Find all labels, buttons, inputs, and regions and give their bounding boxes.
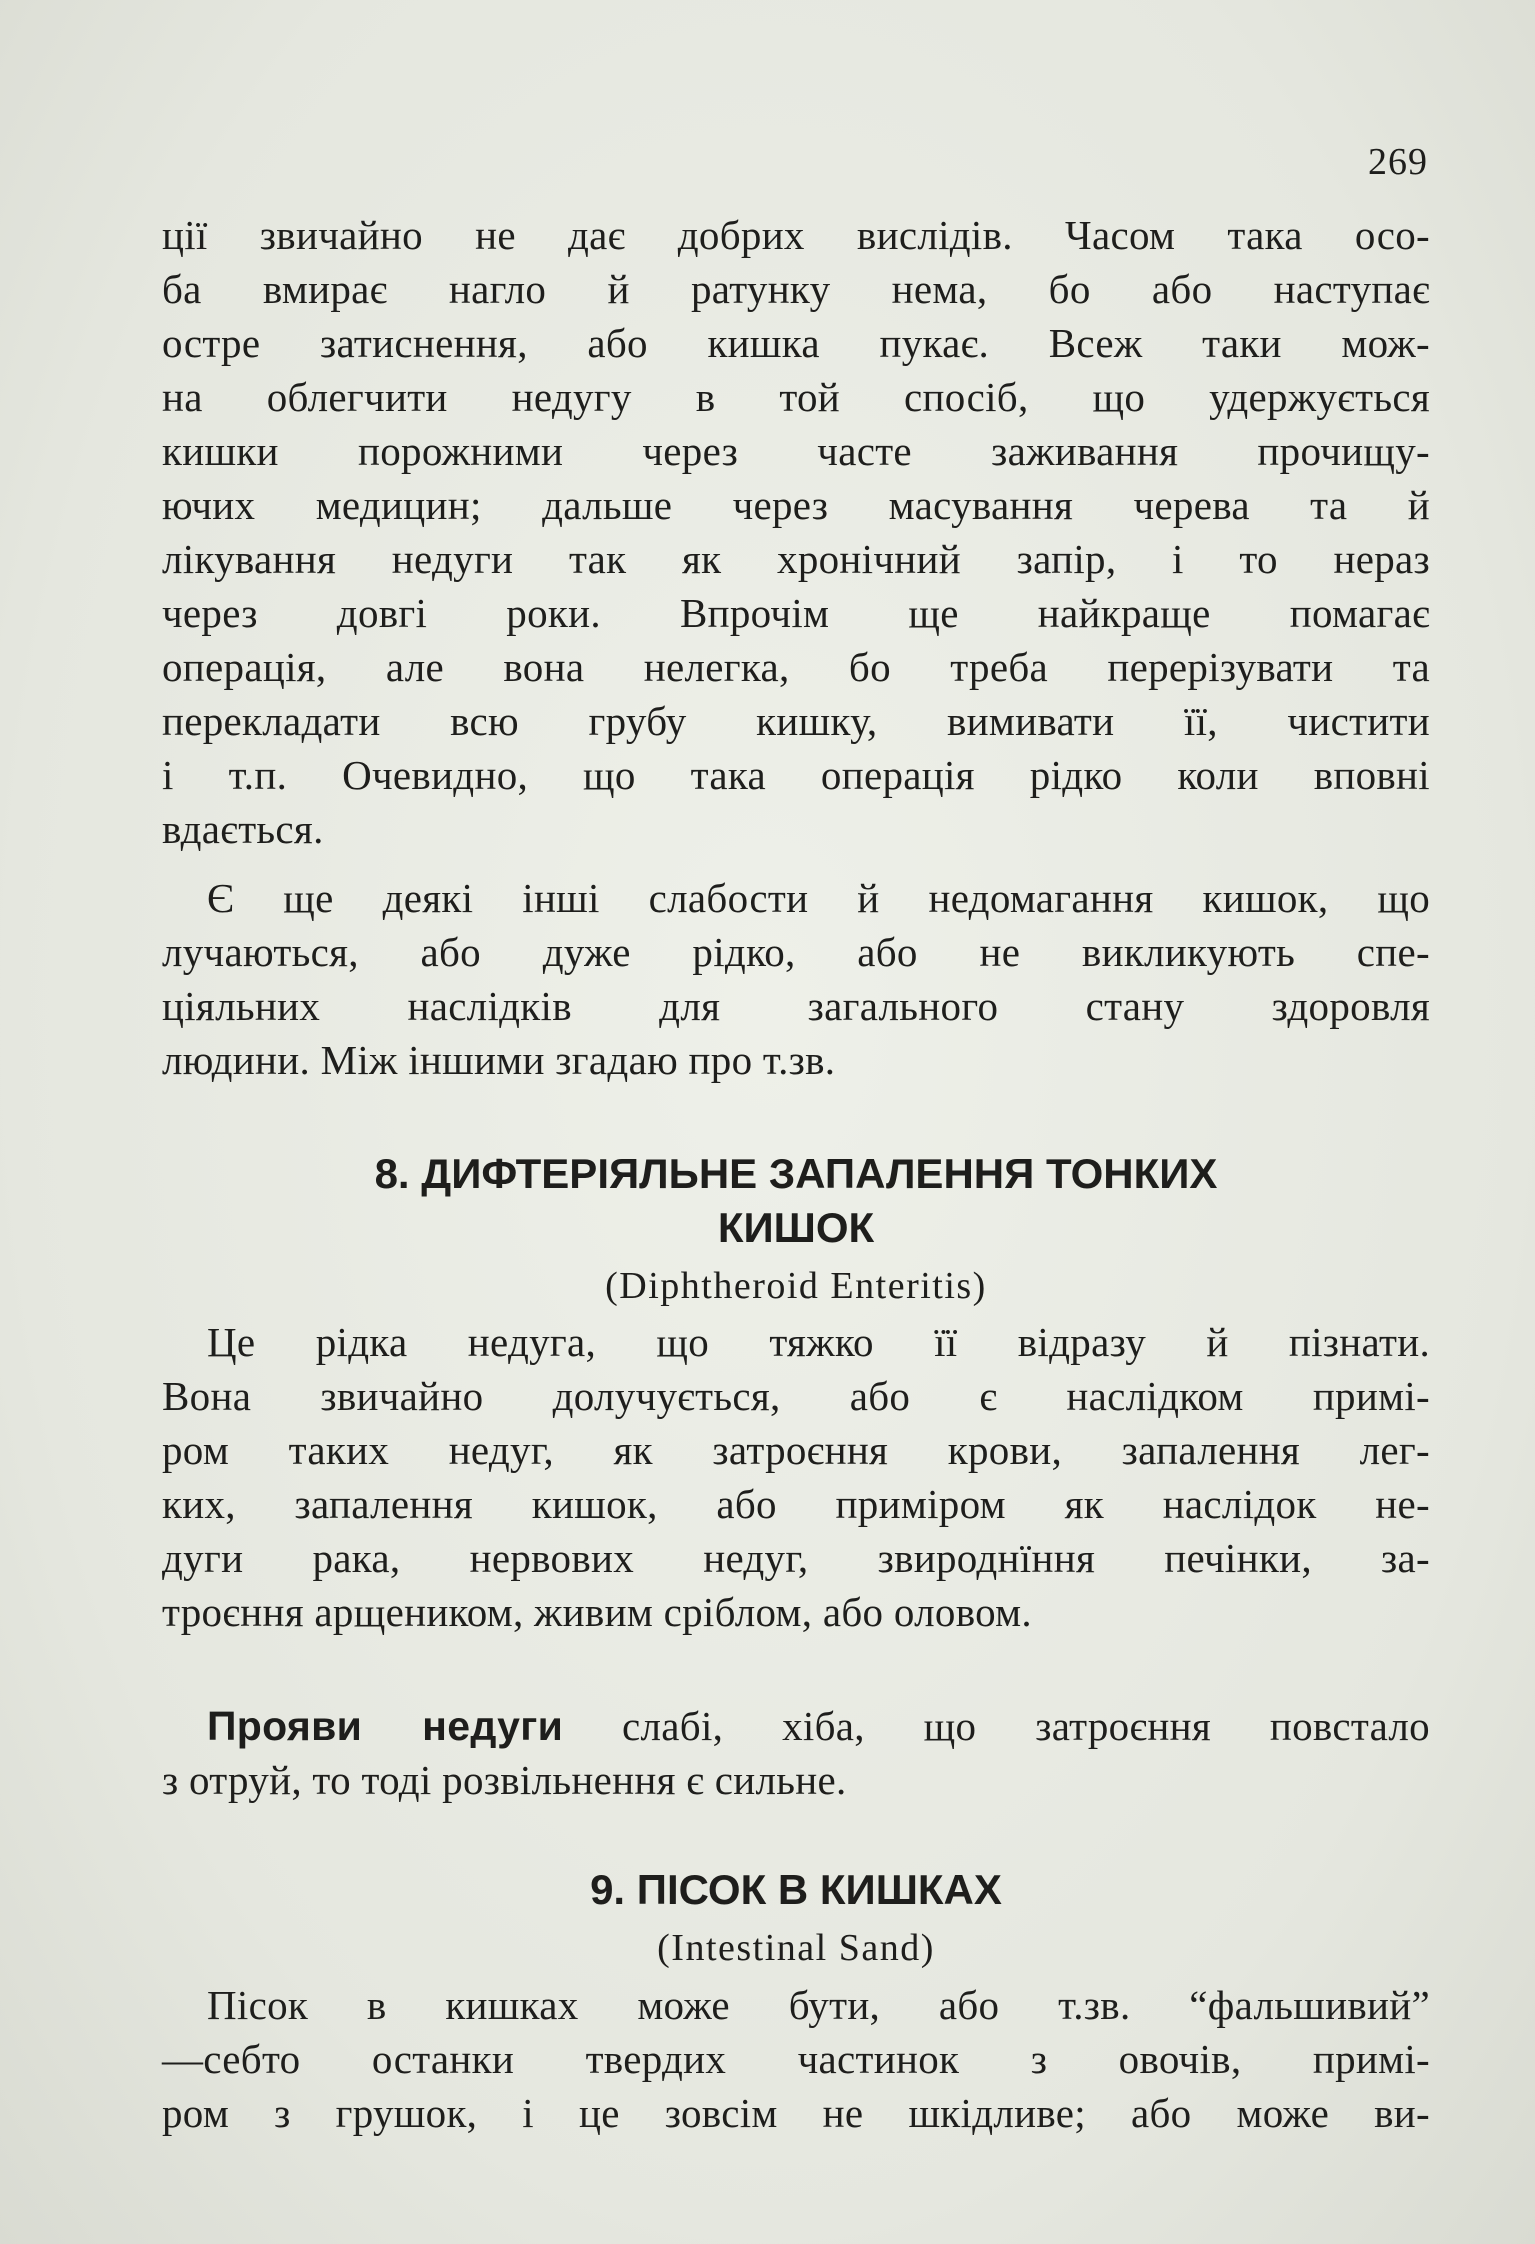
section-heading: КИШОК xyxy=(717,1204,875,1251)
text-line: людини. Між іншими згадаю про т.зв. xyxy=(162,1037,836,1083)
latin-subtitle: (Diphtheroid Enteritis) xyxy=(605,1265,987,1307)
text-line: на облегчити недугу в той спосіб, що удержується xyxy=(162,374,1430,420)
text-line: лікування недуги так як хронічний запір, і то нераз xyxy=(162,536,1430,582)
text-line: остре затиснення, або кишка пукає. Всеж таки мож- xyxy=(162,320,1430,366)
text-line: дуги рака, нервових недуг, звироднїння печінки, за- xyxy=(162,1535,1430,1581)
text-line: з отруй, то тоді розвільнення є сильне. xyxy=(162,1757,847,1803)
text-line: операція, але вона нелегка, бо треба перерізувати та xyxy=(162,644,1430,690)
symptoms-label: Прояви недуги xyxy=(207,1703,564,1749)
text-line: троєння арщеником, живим сріблом, або оловом. xyxy=(162,1589,1032,1635)
latin-subtitle: (Intestinal Sand) xyxy=(657,1927,935,1969)
text-line: Це рідка недуга, що тяжко її відразу й пізнати. xyxy=(207,1319,1430,1365)
text-line: —себто останки твердих частинок з овочів, примі- xyxy=(162,2036,1430,2082)
text-line: і т.п. Очевидно, що така операція рідко коли вповні xyxy=(162,752,1430,798)
text-line: ром з грушок, і це зовсім не шкідливе; або може ви- xyxy=(162,2090,1430,2136)
section-heading: 9. ПІСОК В КИШКАХ xyxy=(590,1866,1002,1913)
text-line: кишки порожними через часте заживання прочищу- xyxy=(162,428,1430,474)
text-line: ції звичайно не дає добрих вислідів. Часом така осо- xyxy=(162,212,1430,258)
text-line: ром таких недуг, як затроєння крови, запалення лег- xyxy=(162,1427,1430,1473)
text-line: ціяльних наслідків для загального стану здоровля xyxy=(162,983,1430,1029)
symptoms-line xyxy=(207,1699,1430,1753)
text-line: вдається. xyxy=(162,806,324,852)
text-line: ких, запалення кишок, або приміром як наслідок не- xyxy=(162,1481,1430,1527)
section-heading: 8. ДИФТЕРІЯЛЬНЕ ЗАПАЛЕННЯ ТОНКИХ xyxy=(374,1150,1218,1197)
text-line: перекладати всю грубу кишку, вимивати її, чистити xyxy=(162,698,1430,744)
text-line: Пісок в кишках може бути, або т.зв. “фальшивий” xyxy=(207,1982,1430,2028)
page-number: 269 xyxy=(1368,141,1428,183)
text-line: ба вмирає нагло й ратунку нема, бо або наступає xyxy=(162,266,1430,312)
text-line: лучаються, або дуже рідко, або не викликують спе- xyxy=(162,929,1430,975)
text-line: ючих медицин; дальше через масування черева та й xyxy=(162,482,1430,528)
symptoms-text: слабі, хіба, що затроєння повстало xyxy=(563,1703,1430,1749)
text-line: Вона звичайно долучується, або є наслідком примі- xyxy=(162,1373,1430,1419)
text-line: Є ще деякі інші слабости й недомагання кишок, що xyxy=(207,875,1430,921)
text-line: через довгі роки. Впрочім ще найкраще помагає xyxy=(162,590,1430,636)
